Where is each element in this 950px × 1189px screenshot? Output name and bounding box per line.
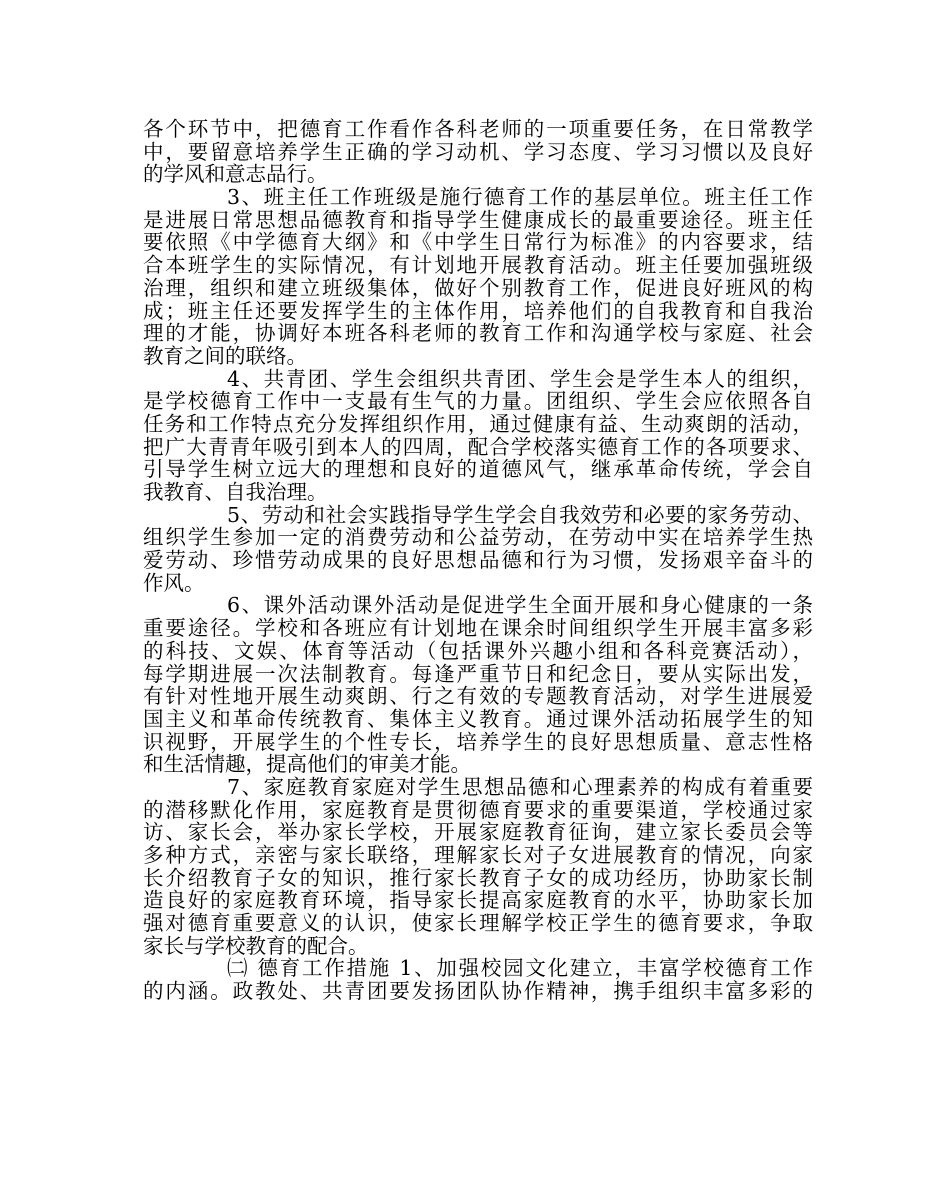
text-line: 长介绍教育子女的知识，推行家长教育子女的成功经历，协助家长制 xyxy=(143,865,813,890)
text-line: ㈡ 德育工作措施 1、加强校园文化建立，丰富学校德育工作 xyxy=(227,956,813,981)
text-line: 把广大青青年吸引到本人的四周，配合学校落实德育工作的各项要求、 xyxy=(143,434,813,459)
text-line: 合本班学生的实际情况，有计划地开展教育活动。班主任要加强班级 xyxy=(143,253,813,278)
text-line: 爱劳动、珍惜劳动成果的良好思想品德和行为习惯，发扬艰辛奋斗的 xyxy=(143,548,813,573)
paragraph-item-7 xyxy=(143,776,813,958)
text-line: 的科技、文娱、体育等活动（包括课外兴趣小组和各科竞赛活动）， xyxy=(143,638,813,663)
paragraph-intro-continued xyxy=(143,118,813,186)
text-line: 5、劳动和社会实践指导学生学会自我效劳和必要的家务劳动、 xyxy=(227,502,813,527)
text-line: 有针对性地开展生动爽朗、行之有效的专题教育活动，对学生进展爱 xyxy=(143,684,813,709)
text-line: 6、课外活动课外活动是促进学生全面开展和身心健康的一条 xyxy=(227,593,813,618)
paragraph-item-3 xyxy=(143,186,813,368)
text-line: 组织学生参加一定的消费劳动和公益劳动，在劳动中实在培养学生热 xyxy=(143,525,813,550)
text-line: 识视野，开展学生的个性专长，培养学生的良好思想质量、意志性格 xyxy=(143,729,813,754)
text-line: 家长与学校教育的配合。 xyxy=(143,933,369,958)
text-line: 访、家长会，举办家长学校，开展家庭教育征询，建立家长委员会等 xyxy=(143,820,813,845)
text-line: 的学风和意志品行。 xyxy=(143,162,328,187)
text-line: 4、共青团、学生会组织共青团、学生会是学生本人的组织， xyxy=(227,366,813,391)
paragraph-item-5 xyxy=(143,504,813,595)
text-line: 重要途径。学校和各班应有计划地在课余时间组织学生开展丰富多彩 xyxy=(143,616,813,641)
text-line: 的潜移默化作用，家庭教育是贯彻德育要求的重要渠道，学校通过家 xyxy=(143,797,813,822)
text-line: 是进展日常思想品德教育和指导学生健康成长的最重要途径。班主任 xyxy=(143,207,813,232)
text-line: 强对德育重要意义的认识，使家长理解学校正学生的德育要求，争取 xyxy=(143,911,813,936)
text-line: 任务和工作特点充分发挥组织作用，通过健康有益、生动爽朗的活动， xyxy=(143,411,813,436)
text-line: 每学期进展一次法制教育。每逢严重节日和纪念日，要从实际出发， xyxy=(143,661,813,686)
paragraph-item-4 xyxy=(143,368,813,504)
text-line: 治理，组织和建立班级集体，做好个别教育工作，促进良好班风的构 xyxy=(143,275,813,300)
text-line: 理的才能，协调好本班各科老师的教育工作和沟通学校与家庭、社会 xyxy=(143,321,813,346)
text-line: 成；班主任还要发挥学生的主体作用，培养他们的自我教育和自我治 xyxy=(143,298,813,323)
text-line: 我教育、自我治理。 xyxy=(143,480,328,504)
text-line: 多种方式，亲密与家长联络，理解家长对子女进展教育的情况，向家 xyxy=(143,843,813,867)
paragraph-item-6 xyxy=(143,594,813,776)
paragraph-section-2 xyxy=(143,957,813,1002)
text-line: 7、家庭教育家庭对学生思想品德和心理素养的构成有着重要 xyxy=(227,774,813,799)
text-line: 各个环节中，把德育工作看作各科老师的一项重要任务，在日常教学 xyxy=(143,117,813,141)
text-line: 引导学生树立远大的理想和良好的道德风气，继承革命传统，学会自 xyxy=(143,457,813,482)
text-line: 教育之间的联络。 xyxy=(143,343,307,368)
text-line: 要依照《中学德育大纲》和《中学生日常行为标准》的内容要求，结 xyxy=(143,230,813,255)
text-line: 国主义和革命传统教育、集体主义教育。通过课外活动拓展学生的知 xyxy=(143,706,813,731)
text-line: 是学校德育工作中一支最有生气的力量。团组织、学生会应依照各自 xyxy=(143,389,813,414)
text-line: 的内涵。政教处、共青团要发扬团队协作精神，携手组织丰富多彩的 xyxy=(143,979,813,1004)
text-line: 作风。 xyxy=(143,570,205,595)
text-line: 3、班主任工作班级是施行德育工作的基层单位。班主任工作 xyxy=(227,185,813,210)
text-line: 和生活情趣，提高他们的审美才能。 xyxy=(143,752,471,777)
text-line: 中，要留意培养学生正确的学习动机、学习态度、学习习惯以及良好 xyxy=(143,139,813,164)
text-line: 造良好的家庭教育环境，指导家长提高家庭教育的水平，协助家长加 xyxy=(143,888,813,913)
document-body xyxy=(143,118,813,1003)
